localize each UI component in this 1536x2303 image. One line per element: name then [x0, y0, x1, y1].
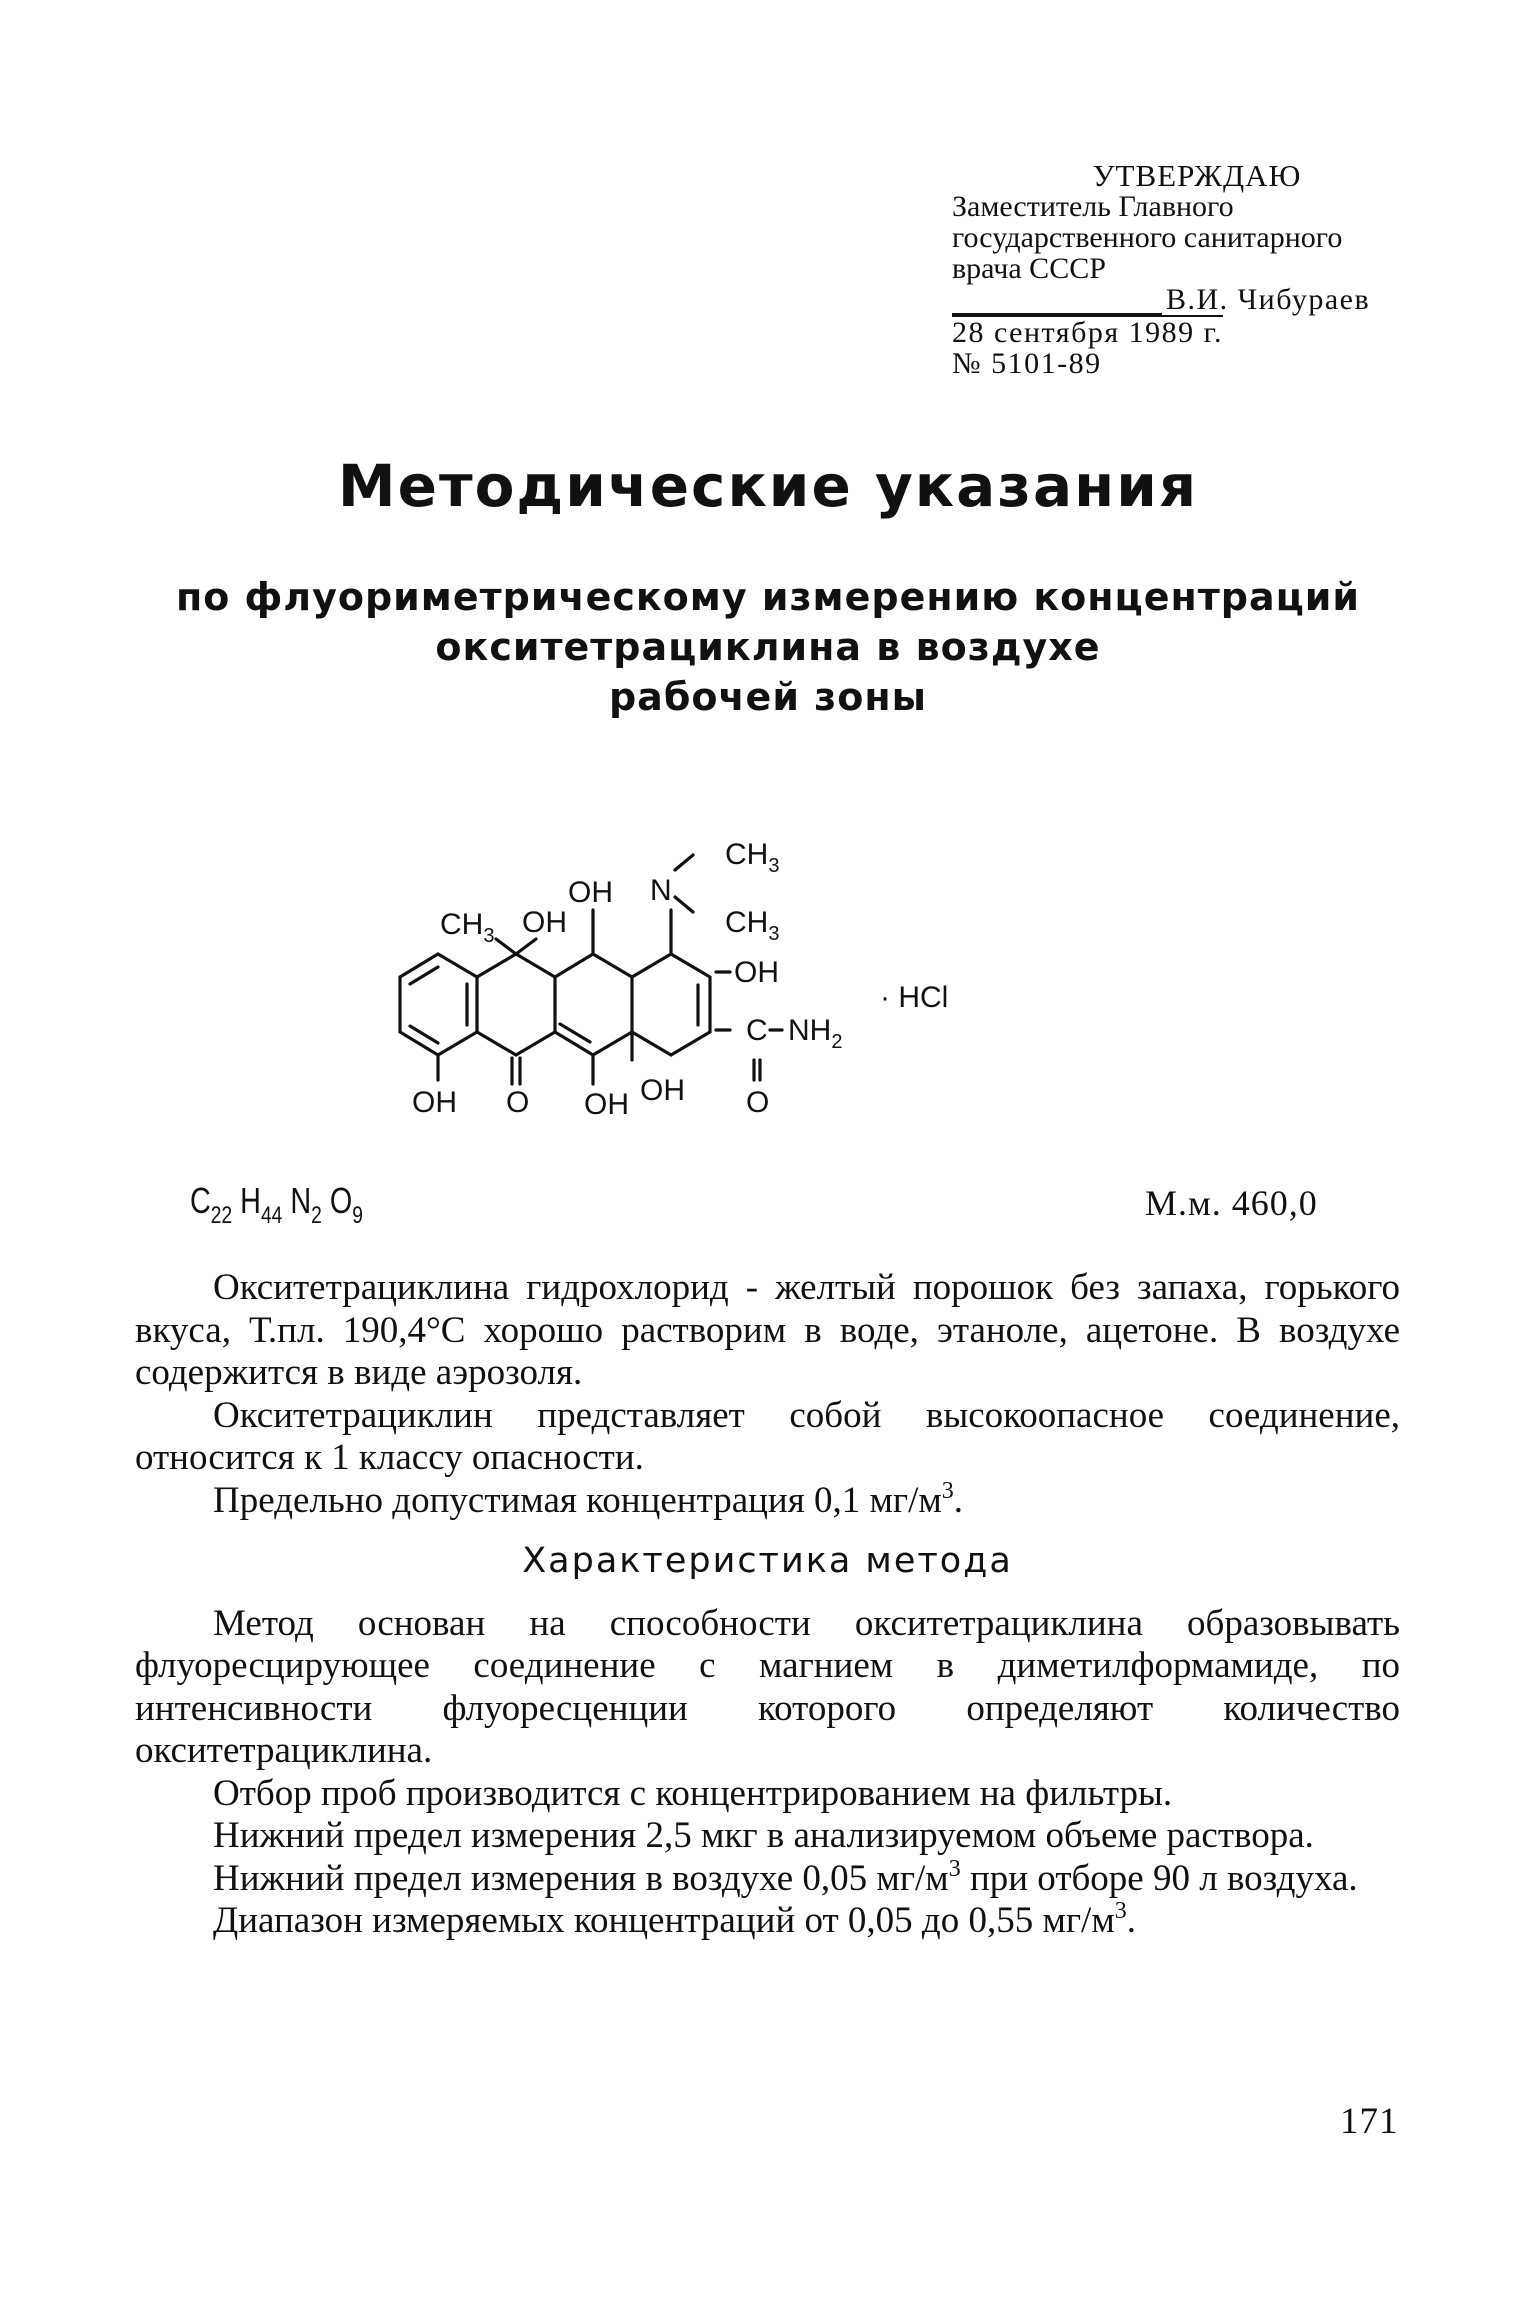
approval-date: 28 сентября 1989 г.: [952, 316, 1224, 349]
hydrochloride-label: · HCl: [880, 981, 949, 1014]
approval-block: [952, 160, 1402, 379]
hydroxyl-label: OH: [734, 956, 779, 989]
paragraph-range: Диапазон измеряемых концентраций от 0,05 до 0,55 $мг/м^3$.: [213, 1898, 1136, 1941]
paragraph-hazard-class: Окситетрациклин представляет собой высокоопасное соединение, относится к 1 классу опасности.: [135, 1394, 1400, 1478]
molar-mass: М.м. 460,0: [1145, 1183, 1318, 1223]
hydroxyl-label: OH: [568, 876, 613, 909]
tetracycline-structure-diagram: [380, 822, 1000, 1152]
paragraph-lower-limit-air: Нижний предел измерения в воздухе 0,05 $мг/м^3$ при отборе 90 л воздуха.: [213, 1855, 1358, 1899]
paragraph-method-principle: Метод основан на способности окситетрациклина образовывать флуоресцирующее соединение с магнием в диметилформамиде, по интенсивности флуоресценции которого определяют количество окситетрациклина.: [135, 1602, 1400, 1771]
approval-position-line: врача СССР: [952, 252, 1106, 285]
section-heading: Характеристика метода: [522, 1541, 1013, 1581]
subtitle: [0, 572, 1536, 722]
subtitle-line: рабочей зоны: [608, 675, 927, 719]
approval-position-line: государственного санитарного: [952, 221, 1343, 254]
hydroxyl-label: OH: [412, 1086, 457, 1119]
methyl-label: $CH_3$: [440, 908, 495, 947]
page-number: 171: [1340, 2101, 1399, 2142]
approval-position-line: Заместитель Главного: [952, 190, 1234, 223]
oxygen-label: O: [746, 1086, 770, 1119]
page-title: Методические указания: [337, 452, 1199, 520]
methyl-label: $CH_3$: [725, 906, 780, 945]
paragraph-lower-limit-solution: Нижний предел измерения 2,5 мкг в анализируемом объеме раствора.: [213, 1815, 1314, 1856]
hydroxyl-label: OH: [522, 906, 567, 939]
structural-formula: [380, 822, 1000, 1152]
signatory-name: В.И. Чибураев: [1166, 283, 1371, 316]
approval-heading: УТВЕРЖДАЮ: [1092, 158, 1302, 193]
nitrogen-label: N: [650, 874, 672, 907]
paragraph-description: Окситетрациклина гидрохлорид - желтый порошок без запаха, горького вкуса, Т.пл. 190,4°С хорошо растворим в воде, этаноле, ацетоне. В воздухе содержится в виде аэрозоля.: [135, 1267, 1400, 1393]
molecular-formula: $C_{22}$ $H_{44}$ $N_2$ $O_9$: [190, 1180, 363, 1229]
carbon-label: C: [746, 1014, 768, 1047]
subtitle-line: окситетрациклина в воздухе: [435, 625, 1101, 669]
paragraph-sampling: Отбор проб производится с концентрированием на фильтры.: [213, 1772, 1173, 1814]
paragraph-mac: Предельно допустимая концентрация 0,1 $мг/м^3$.: [213, 1477, 964, 1521]
signature-line: [952, 284, 1402, 315]
keto-oxygen-label: O: [506, 1086, 530, 1119]
hydroxyl-label: OH: [584, 1088, 629, 1121]
signature-rule: [952, 289, 1162, 315]
amine-label: $NH_2$: [788, 1014, 843, 1053]
description-section: [135, 1267, 1400, 1943]
document-number: № 5101-89: [952, 347, 1102, 380]
methyl-label: $CH_3$: [725, 838, 780, 877]
hydroxyl-label: OH: [640, 1074, 685, 1107]
subtitle-line: по флуориметрическому измерению концентраций: [175, 575, 1361, 619]
